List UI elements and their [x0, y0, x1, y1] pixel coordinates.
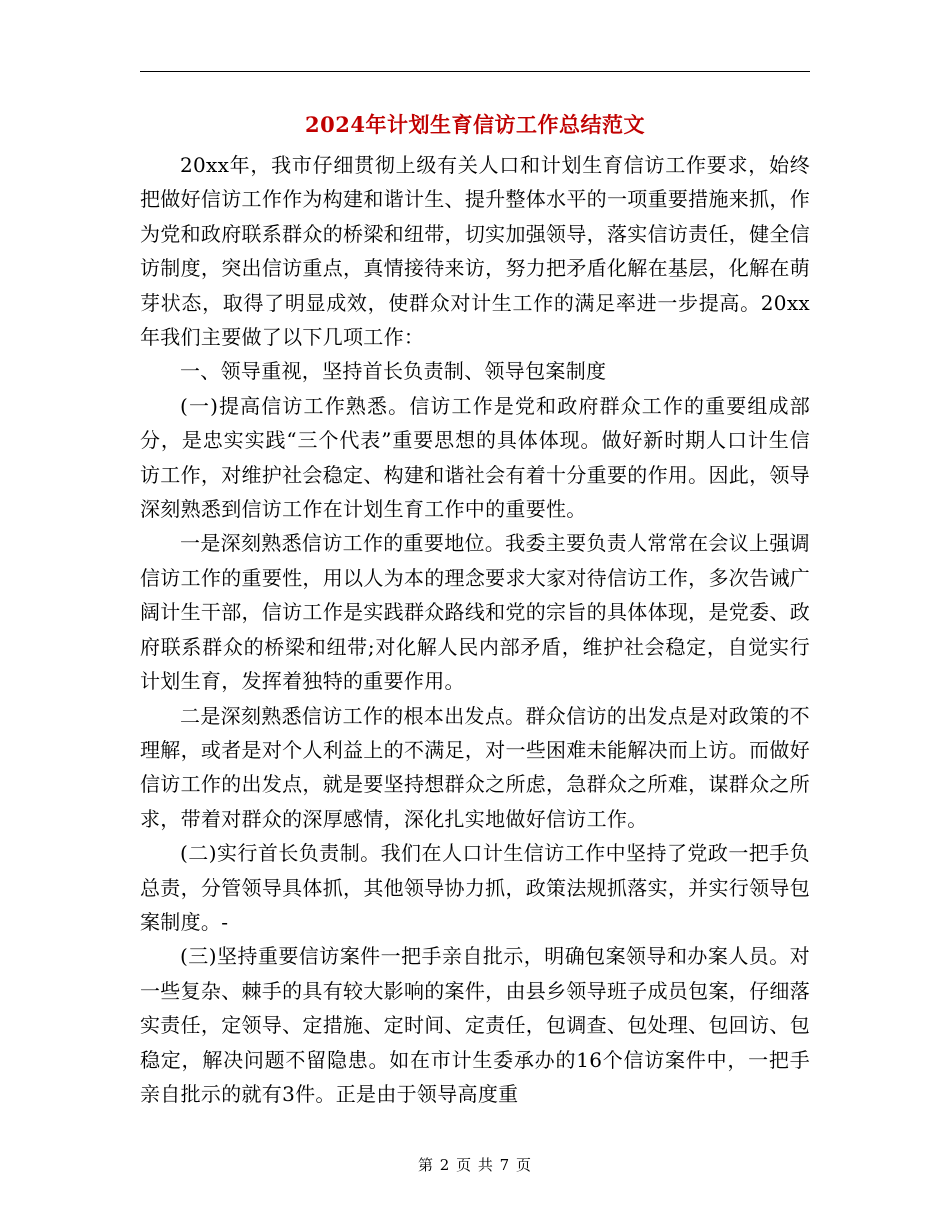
paragraph: (二)实行首长负责制。我们在人口计生信访工作中坚持了党政一把手负总责，分管领导具体抓，其他领导协力抓，政策法规抓落实，并实行领导包案制度。-	[140, 841, 810, 934]
header-rule	[140, 71, 810, 72]
paragraph: 二是深刻熟悉信访工作的根本出发点。群众信访的出发点是对政策的不理解，或者是对个人利益上的不满足，对一些困难未能解决而上访。而做好信访工作的出发点，就是要坚持想群众之所虑，急群众之所难，谋群众之所求，带着对群众的深厚感情，深化扎实地做好信访工作。	[140, 703, 810, 831]
document-title: 2024年计划生育信访工作总结范文	[305, 112, 645, 137]
section-heading: 一、领导重视，坚持首长负责制、领导包案制度	[180, 359, 607, 384]
paragraph: 一是深刻熟悉信访工作的重要地位。我委主要负责人常常在会议上强调信访工作的重要性，用以人为本的理念要求大家对待信访工作，多次告诫广阔计生干部，信访工作是实践群众路线和党的宗旨的具体体现，是党委、政府联系群众的桥梁和纽带;对化解人民内部矛盾，维护社会稳定，自觉实行计划生育，发挥着独特的重要作用。	[140, 531, 810, 694]
paragraph: (一)提高信访工作熟悉。信访工作是党和政府群众工作的重要组成部分，是忠实实践“三个代表”重要思想的具体体现。做好新时期人口计生信访工作，对维护社会稳定、构建和谐社会有着十分重要的作用。因此，领导深刻熟悉到信访工作在计划生育工作中的重要性。	[140, 393, 810, 522]
page-number: 第 2 页 共 7 页	[418, 1156, 532, 1174]
document-body	[140, 148, 810, 1111]
paragraph: (三)坚持重要信访案件一把手亲自批示，明确包案领导和办案人员。对一些复杂、棘手的具有较大影响的案件，由县乡领导班子成员包案，仔细落实责任，定领导、定措施、定时间、定责任，包调查、包处理、包回访、包稳定，解决问题不留隐患。如在市计生委承办的16个信访案件中，一把手亲自批示的就有3件。正是由于领导高度重	[140, 944, 810, 1106]
paragraph: 20xx年，我市仔细贯彻上级有关人口和计划生育信访工作要求，始终把做好信访工作作为构建和谐计生、提升整体水平的一项重要措施来抓，作为党和政府联系群众的桥梁和纽带，切实加强领导，落实信访责任，健全信访制度，突出信访重点，真情接待来访，努力把矛盾化解在基层，化解在萌芽状态，取得了明显成效，使群众对计生工作的满足率进一步提高。20xx年我们主要做了以下几项工作：	[140, 153, 810, 350]
